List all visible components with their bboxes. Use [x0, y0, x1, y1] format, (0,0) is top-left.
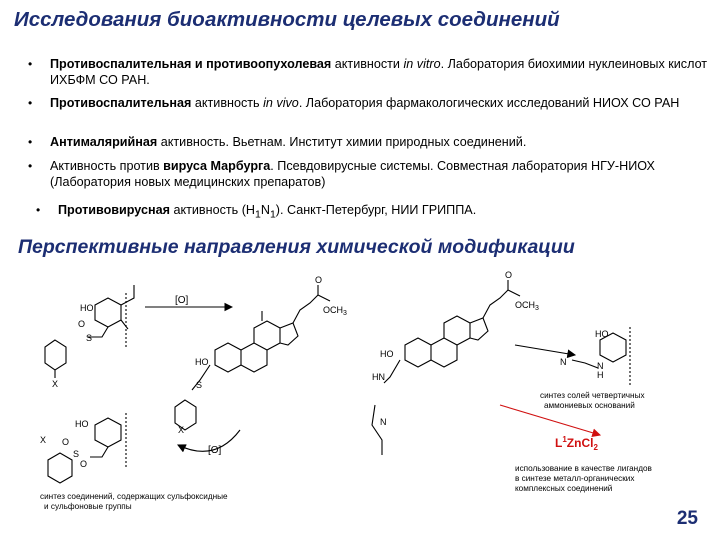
caption-right-bottom-line: в синтезе металл-органических: [515, 474, 635, 483]
oxidation-label-bottom: [O]: [208, 445, 222, 456]
atom-label-s: S: [196, 380, 203, 390]
bullet-dot: •: [28, 57, 33, 71]
bullet-text: Активность против вируса Марбурга. Псевдовирусные системы. Совместная лаборатория НГУ-НИОХ (Лаборатория новых медицинских препаратов): [50, 159, 655, 189]
ligand-formula: $L^1ZnCl_2$: [555, 435, 598, 452]
atom-label-h: H: [597, 370, 604, 380]
caption-right-bottom-line: использование в качестве лигандов: [515, 464, 652, 473]
caption-right-top-line: аммониевых оснований: [544, 401, 635, 410]
page-number: 25: [676, 508, 698, 529]
bullet-text: Антималярийная активность. Вьетнам. Институт химии природных соединений.: [50, 135, 527, 149]
atom-label-n: N: [560, 357, 567, 367]
oxidation-label-top: [O]: [175, 295, 189, 306]
atom-label-o: O: [78, 319, 86, 329]
caption-right-top-line: синтез солей четвертичных: [540, 391, 645, 400]
atom-label-o: O: [80, 459, 88, 469]
atom-label-s: S: [86, 333, 93, 343]
bullet-dot: •: [28, 96, 33, 110]
sulfide-fragment-top: [45, 285, 134, 378]
atom-label-n: N: [380, 417, 387, 427]
atom-label-ho: HO: [80, 303, 94, 313]
steroid-core-right: [372, 280, 520, 455]
bullet-text: Противоспалительная и противоопухолевая активности in vitro. Лаборатория биохимии нуклеиновых кислот ИХБФМ СО РАН.: [50, 57, 708, 87]
atom-label-ho: HO: [195, 357, 209, 367]
atom-label-och3: $OCH_3$: [515, 300, 539, 312]
atom-label-ho: HO: [595, 329, 609, 339]
atom-label-x: X: [178, 425, 185, 435]
reaction-scheme: [0, 265, 720, 540]
atom-label-s: S: [73, 449, 80, 459]
atom-label-o: O: [62, 437, 70, 447]
atom-label-o: O: [315, 275, 323, 285]
bullet-text: Противовирусная активность $(H_1N_1)$. Санкт-Петербург, НИИ ГРИППА.: [58, 203, 477, 221]
atom-label-n: N: [597, 361, 604, 371]
atom-label-o: O: [505, 270, 513, 280]
atom-label-x: X: [52, 379, 59, 389]
atom-label-ho: HO: [380, 349, 394, 359]
atom-label-hn: HN: [372, 372, 385, 382]
page-title: Исследования биоактивности целевых соединений: [14, 8, 560, 31]
section-title: Перспективные направления химической модификации: [18, 236, 575, 258]
caption-left-line: синтез соединений, содержащих сульфоксидные: [40, 492, 228, 501]
bullet-text: Противоспалительная активность in vivo. Лаборатория фармакологических исследований НИОХ СО РАН: [50, 96, 680, 110]
bullet-dot: •: [36, 203, 41, 217]
arrow-to-amine: [515, 345, 575, 355]
atom-label-ho: HO: [75, 419, 89, 429]
bullet-dot: •: [28, 159, 33, 173]
caption-right-bottom-line: комплексных соединений: [515, 484, 613, 493]
atom-label-x: X: [40, 435, 47, 445]
atom-label-och3: $OCH_3$: [323, 305, 347, 317]
bullet-dot: •: [28, 135, 33, 149]
caption-left-line: и сульфоновые группы: [44, 502, 132, 511]
